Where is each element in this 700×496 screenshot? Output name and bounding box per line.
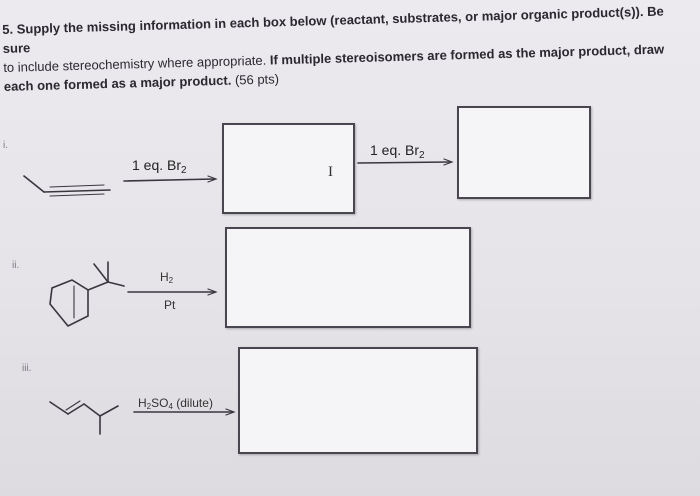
cyclohexene-structure — [50, 262, 124, 326]
reagent-br2-1 — [132, 157, 187, 176]
reagent-h2so4 — [138, 396, 213, 411]
reagent-h2so4-so: SO — [151, 396, 169, 410]
question-number: 5. — [2, 21, 14, 37]
reagent-pt: Pt — [164, 298, 176, 312]
reagent-br2-1-text: 1 eq. Br — [132, 157, 182, 173]
reagent-br2-2 — [370, 142, 425, 161]
reagent-h2-subscript: 2 — [168, 276, 174, 285]
question-line-2-normal: to include stereochemistry where appropriate. — [3, 52, 271, 75]
reagent-h2so4-dilute: (dilute) — [172, 396, 213, 410]
reagent-h2so4-sub-4: 4 — [168, 402, 173, 411]
reaction-arrow-1 — [124, 179, 214, 181]
reagent-br2-1-subscript: 2 — [181, 165, 187, 176]
text-cursor-icon: I — [328, 164, 333, 180]
question-line-2-bold: If multiple stereoisomers are formed as the major product, draw — [269, 41, 665, 68]
reagent-h2so4-h: H — [138, 396, 147, 410]
reagent-h2 — [160, 270, 173, 285]
answer-box-iii[interactable] — [238, 347, 478, 454]
alkyne-structure — [24, 176, 110, 196]
question-line-1-text: Supply the missing information in each box below (reactant, substrates, or major organic product(s)). Be sure — [2, 3, 664, 56]
question-line-3-bold: each one formed as a major product. — [3, 72, 236, 94]
question-points: (56 pts) — [234, 71, 280, 88]
reagent-h2-text: H — [160, 270, 169, 284]
reagent-br2-2-subscript: 2 — [419, 150, 425, 161]
part-iii-label: iii. — [22, 363, 32, 374]
answer-box-i-1[interactable] — [222, 123, 355, 214]
answer-box-i-2[interactable] — [457, 106, 591, 199]
answer-box-ii[interactable] — [225, 227, 471, 328]
reagent-br2-2-text: 1 eq. Br — [370, 142, 420, 158]
part-ii-label: ii. — [12, 260, 20, 271]
part-i-label: i. — [3, 140, 8, 151]
reaction-arrow-2 — [358, 162, 450, 163]
reagent-h2so4-sub-2: 2 — [146, 402, 152, 411]
alkene-structure — [50, 401, 118, 434]
